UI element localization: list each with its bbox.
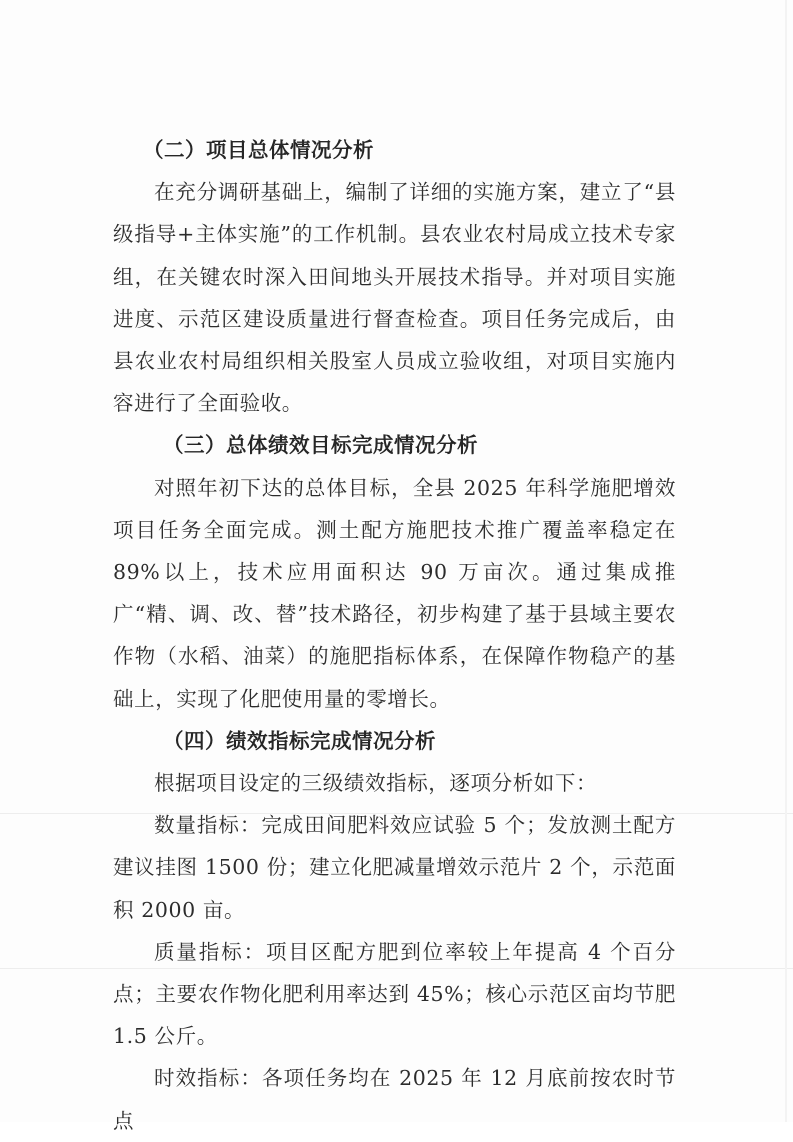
document-body (113, 129, 676, 1142)
section-heading-overall: （二）项目总体情况分析 (143, 138, 374, 162)
paragraph: 在充分调研基础上，编制了详细的实施方案，建立了“县级指导+主体实施”的工作机制。县农业农村局成立技术专家组，在关键农时深入田间地头开展技术指导。并对项目实施进度、示范区建设质量进行督查检查。项目任务完成后，由县农业农村局组织相关股室人员成立验收组，对项目实施内容进行了全面验收。 (113, 180, 676, 416)
paragraph: 根据项目设定的三级绩效指标，逐项分析如下： (154, 771, 598, 796)
section-heading-indicators: （四）绩效指标完成情况分析 (163, 728, 436, 753)
paragraph-quality-indicators: 质量指标：项目区配方肥到位率较上年提高 4 个百分点；主要农作物化肥利用率达到 45%；核心示范区亩均节肥 1.5 公斤。 (113, 939, 676, 1049)
paragraph-quantity-indicators: 数量指标：完成田间肥料效应试验 5 个；发放测土配方建议挂图 1500 份；建立化肥减量增效示范片 2 个，示范面积 2000 亩。 (113, 813, 676, 922)
scan-edge-shadow (785, 0, 787, 1122)
paragraph: 对照年初下达的总体目标，全县 2025 年科学施肥增效项目任务全面完成。测土配方施肥技术推广覆盖率稳定在 89%以上，技术应用面积达 90 万亩次。通过集成推广“精、调、改、替”技术路径，初步构建了基于县域主要农作物（水稻、油菜）的施肥指标体系，在保障作物稳产的基础上，实现了化肥使用量的零增长。 (113, 475, 676, 711)
paragraph-timeliness-indicators: 时效指标：各项任务均在 2025 年 12 月底前按农时节点 (113, 1066, 676, 1133)
section-heading-performance-goals: （三）总体绩效目标完成情况分析 (163, 433, 478, 458)
